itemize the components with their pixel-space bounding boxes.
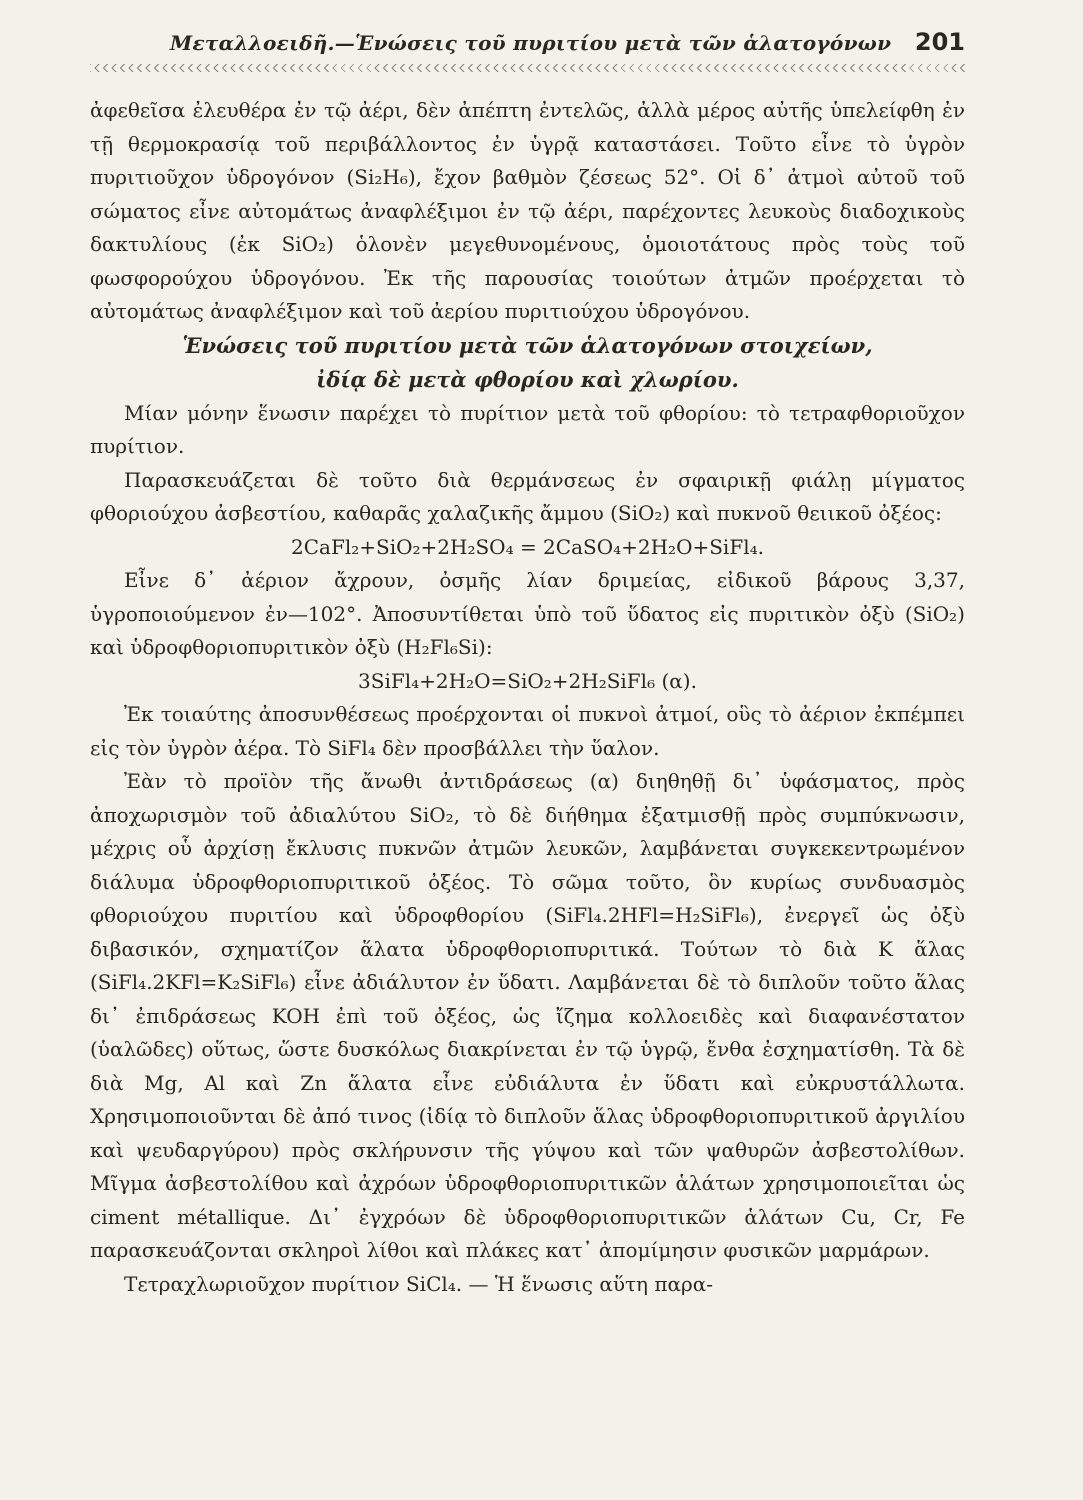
paragraph-4: Εἶνε δ᾿ ἀέριον ἄχρουν, ὀσμῆς λίαν δριμείας, εἰδικοῦ βάρους 3,37, ὑγροποιούμενον ἐν—102°. Ἀποσυντίθεται ὑπὸ τοῦ ὕδατος εἰς πυριτικὸν ὀξὺ (SiO₂) καὶ ὑδροφθοριοπυριτικὸν ὀξὺ (H₂Fl₆Si): — [90, 568, 965, 659]
body-text — [90, 94, 965, 1301]
paragraph-1: ἀφεθεῖσα ἐλευθέρα ἐν τῷ ἀέρι, δὲν ἀπέπτη ἐντελῶς, ἀλλὰ μέρος αὐτῆς ὑπελείφθη ἐν τῇ θερμοκρασίᾳ τοῦ περιβάλλοντος ἐν ὑγρᾷ καταστάσει. Τοῦτο εἶνε τὸ ὑγρὸν πυριτιοῦχον ὑδρογόνον (Si₂H₆), ἔχον βαθμὸν ζέσεως 52°. Οἱ δ᾿ ἀτμοὶ αὐτοῦ τοῦ σώματος εἶνε αὐτομάτως ἀναφλέξιμοι ἐν τῷ ἀέρι, παρέχοντες λευκοὺς διαδοχικοὺς δακτυλίους (ἐκ SiO₂) ὁλονὲν μεγεθυνομένους, ὁμοιοτάτους πρὸς τοὺς τοῦ φωσφορούχου ὑδρογόνου. Ἐκ τῆς παρουσίας τοιούτων ἀτμῶν προέρχεται τὸ αὐτομάτως ἀναφλέξιμον καὶ τοῦ ἀερίου πυριτιούχου ὑδρογόνου. — [90, 98, 965, 323]
paragraph-6: Ἐὰν τὸ προϊὸν τῆς ἄνωθι ἀντιδράσεως (α) διηθηθῇ δι᾿ ὑφάσματος, πρὸς ἀποχωρισμὸν τοῦ ἀδιαλύτου SiO₂, τὸ δὲ διήθημα ἐξατμισθῇ πρὸς συμπύκνωσιν, μέχρις οὗ ἀρχίσῃ ἔκλυσις πυκνῶν ἀτμῶν λευκῶν, λαμβάνεται συγκεκεντρωμένον διάλυμα ὑδροφθοριοπυριτικοῦ ὀξέος. Τὸ σῶμα τοῦτο, ὃν κυρίως συνδυασμὸς φθοριούχου πυριτίου καὶ ὑδροφθορίου (SiFl₄.2HFl=H₂SiFl₆), ἐνεργεῖ ὡς ὀξὺ διβασικόν, σχηματίζον ἅλατα ὑδροφθοριοπυριτικά. Τούτων τὸ διὰ K ἅλας (SiFl₄.2KFl=K₂SiFl₆) εἶνε ἀδιάλυτον ἐν ὕδατι. Λαμβάνεται δὲ τὸ διπλοῦν τοῦτο ἅλας δι᾿ ἐπιδράσεως KOH ἐπὶ τοῦ ὀξέος, ὡς ἴζημα κολλοειδὲς καὶ διαφανέστατον (ὑαλῶδες) οὕτως, ὥστε δυσκόλως διακρίνεται ἐν τῷ ὑγρῷ, ἔνθα ἐσχηματίσθη. Τὰ δὲ διὰ Mg, Al καὶ Zn ἅλατα εἶνε εὐδιάλυτα ἐν ὕδατι καὶ εὐκρυστάλλωτα. Χρησιμοποιοῦνται δὲ ἀπό τινος (ἰδίᾳ τὸ διπλοῦν ἅλας ὑδροφθοριοπυριτικοῦ ἀργιλίου καὶ ψευδαργύρου) πρὸς σκλήρυνσιν τῆς γύψου καὶ τῶν ψαθυρῶν ἀσβεστολίθων. Μῖγμα ἀσβεστολίθου καὶ ἀχρόων ὑδροφθοριοπυριτικῶν ἁλάτων χρησιμοποιεῖται ὡς ciment métallique. Δι᾿ ἐγχρόων δὲ ὑδροφθοριοπυριτικῶν ἁλάτων Cu, Cr, Fe παρασκευάζονται σκληροὶ λίθοι καὶ πλάκες κατ᾿ ἀπομίμησιν φυσικῶν μαρμάρων. — [90, 769, 965, 1262]
paragraph-5: Ἐκ τοιαύτης ἀποσυνθέσεως προέρχονται οἱ πυκνοὶ ἀτμοί, οὓς τὸ ἀέριον ἐκπέμπει εἰς τὸν ὑγρὸν ἀέρα. Τὸ SiFl₄ δὲν προσβάλλει τὴν ὕαλον. — [90, 702, 965, 760]
page-number: 201 — [914, 28, 965, 56]
formula-2: 3SiFl₄+2H₂O=SiO₂+2H₂SiFl₆ (α). — [358, 668, 697, 693]
section-heading-line-2: ἰδίᾳ δὲ μετὰ φθορίου καὶ χλωρίου. — [316, 366, 739, 392]
section-heading-line-1: Ἑνώσεις τοῦ πυριτίου μετὰ τῶν ἁλατογόνων στοιχείων, — [182, 332, 873, 358]
formula-1: 2CaFl₂+SiO₂+2H₂SO₄ = 2CaSO₄+2H₂O+SiFl₄. — [291, 534, 764, 559]
paragraph-2: Μίαν μόνην ἕνωσιν παρέχει τὸ πυρίτιον μετὰ τοῦ φθορίου: τὸ τετραφθοριοῦχον πυρίτιον. — [90, 400, 965, 458]
paragraph-7: Τετραχλωριοῦχον πυρίτιον SiCl₄. — Ἡ ἕνωσις αὕτη παρα- — [124, 1271, 714, 1296]
running-head-title: Μεταλλοειδῆ.—Ἑνώσεις τοῦ πυριτίου μετὰ τῶν ἁλατογόνων — [170, 31, 892, 55]
running-head — [90, 28, 965, 56]
paragraph-3: Παρασκευάζεται δὲ τοῦτο διὰ θερμάνσεως ἐν σφαιρικῇ φιάλῃ μίγματος φθοριούχου ἀσβεστίου, καθαρᾶς χαλαζικῆς ἄμμου (SiO₂) καὶ πυκνοῦ θειικοῦ ὀξέος: — [90, 467, 965, 525]
header-rule — [90, 64, 965, 72]
page — [90, 28, 965, 1301]
